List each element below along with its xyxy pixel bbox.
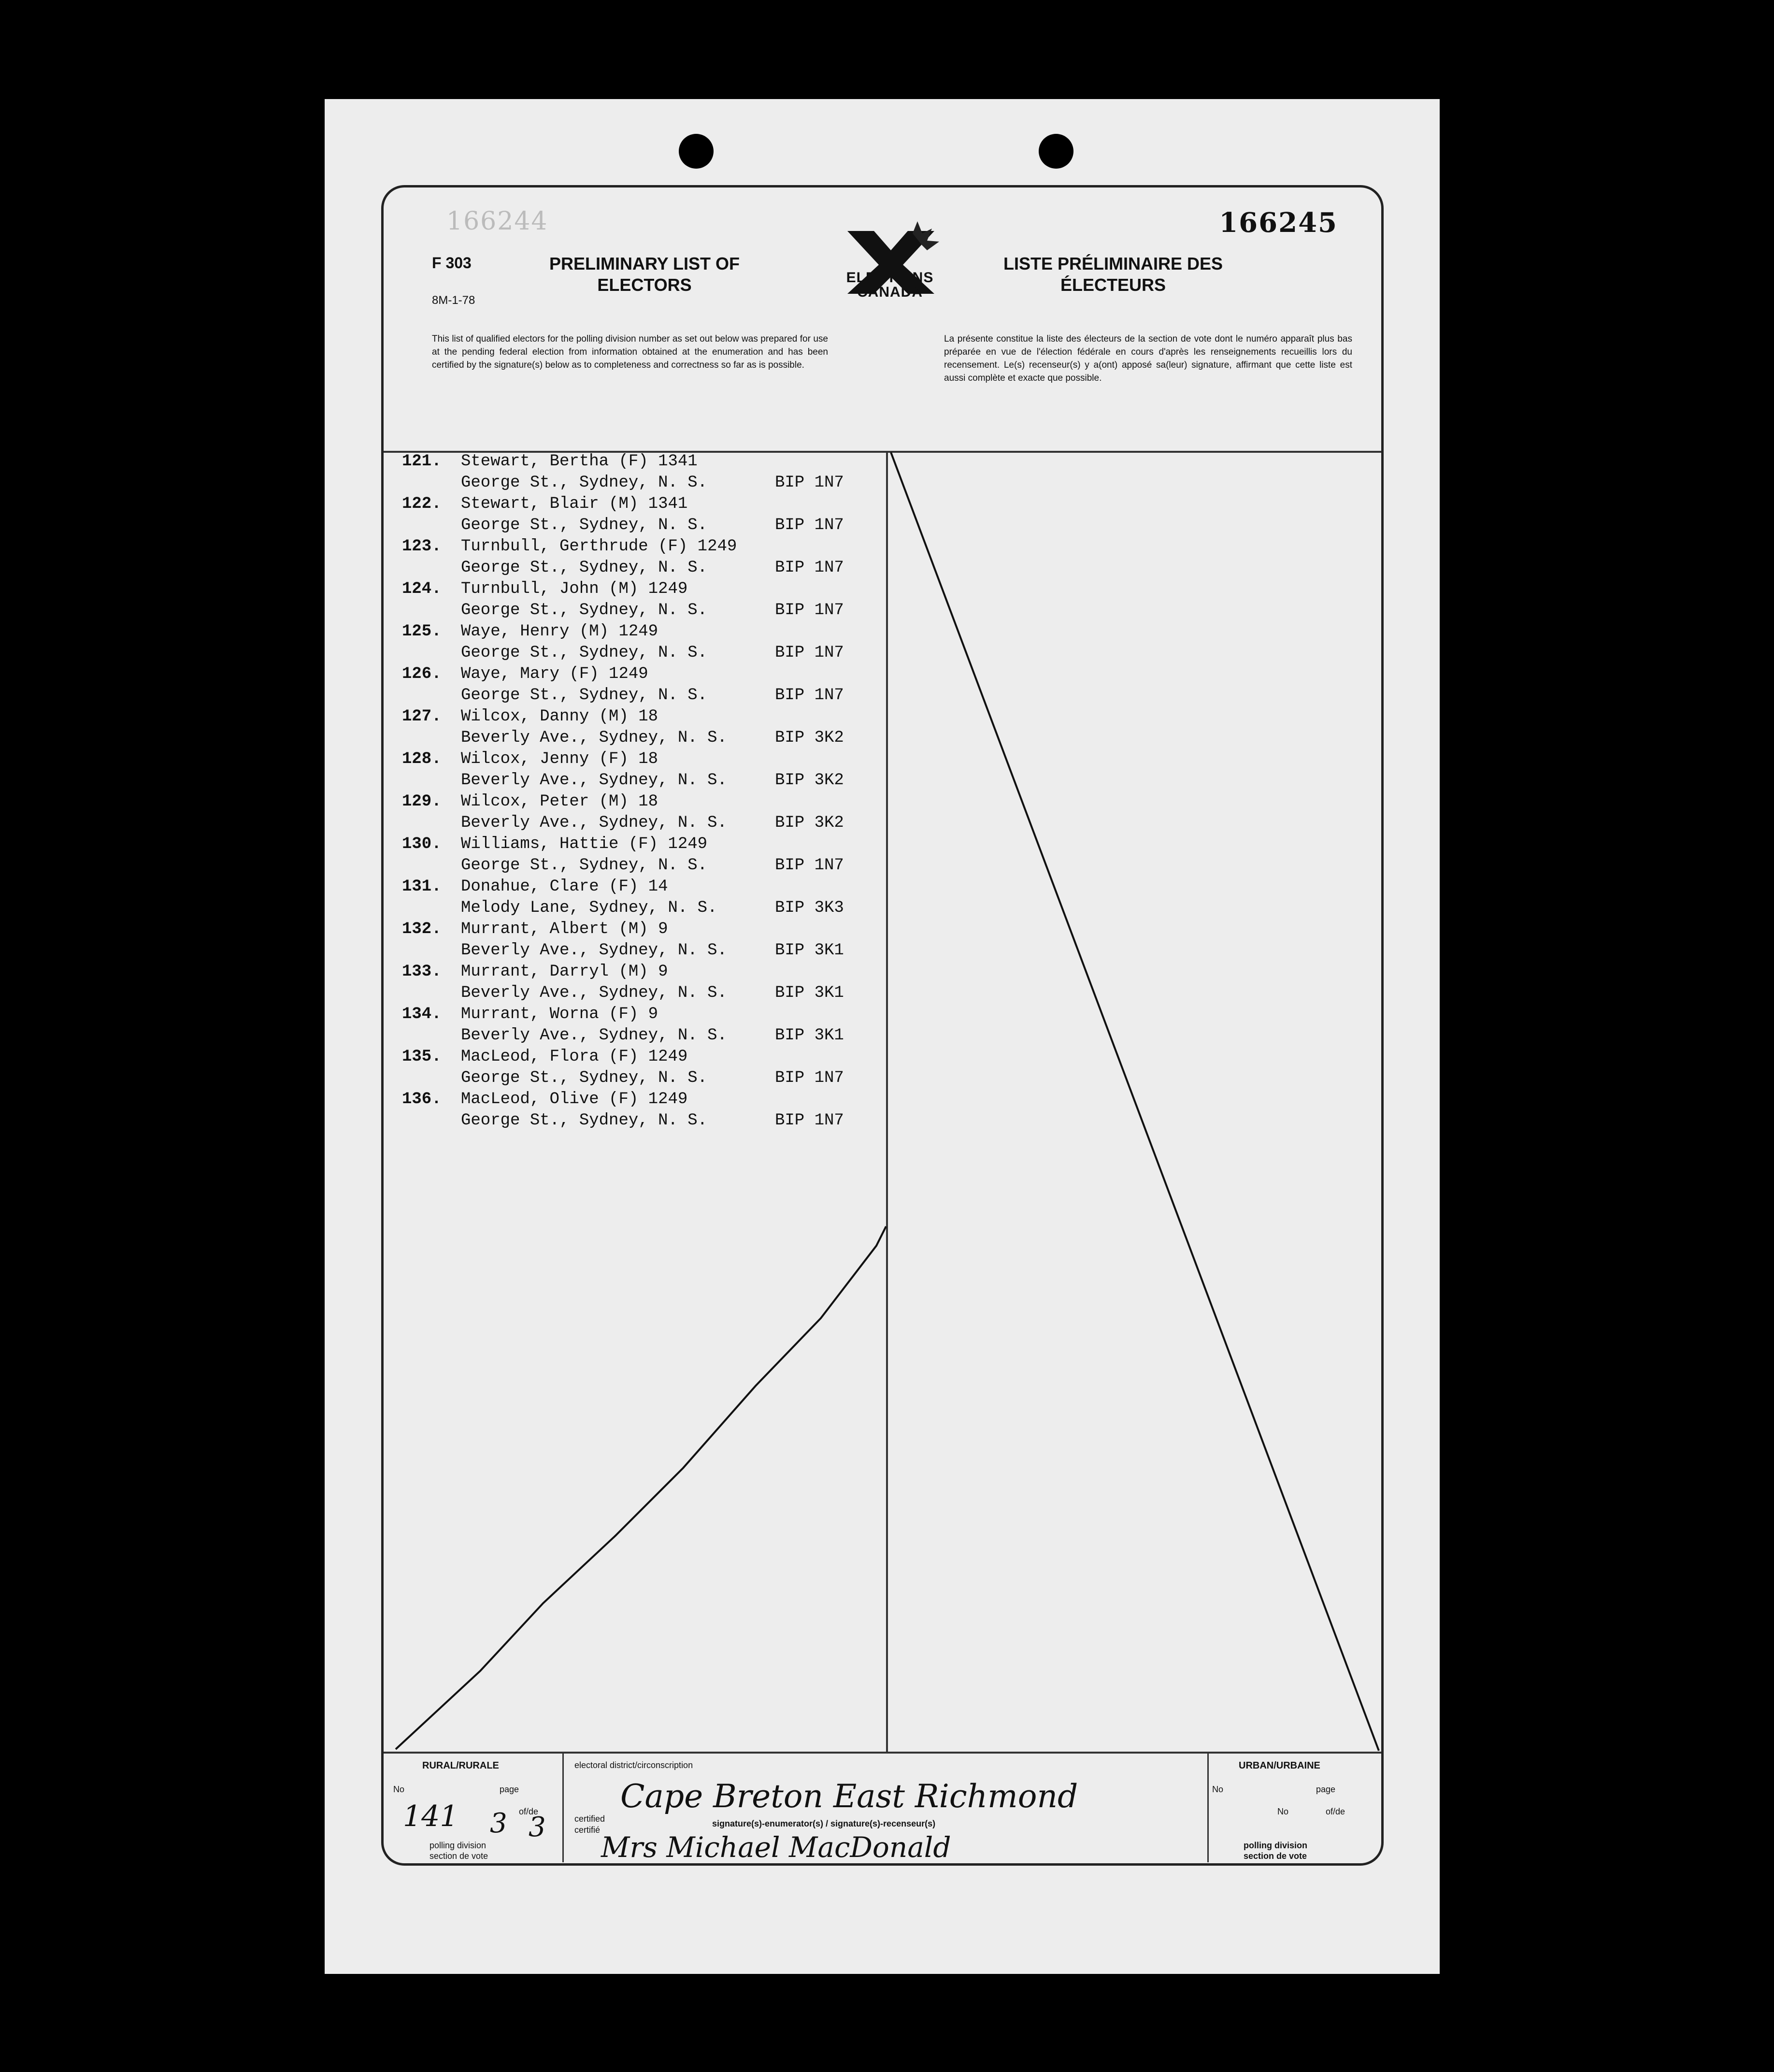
elector-name: Wilcox, Danny (M) 18	[461, 707, 658, 726]
page-number: 3	[490, 1808, 507, 1839]
enumerator-signature: Mrs Michael MacDonald	[601, 1831, 951, 1864]
elector-name: Stewart, Blair (M) 1341	[461, 495, 688, 513]
elector-name: MacLeod, Olive (F) 1249	[461, 1090, 688, 1108]
entry-number: 129.	[402, 792, 442, 811]
elector-name: Wilcox, Peter (M) 18	[461, 792, 658, 811]
entry-number: 135.	[402, 1048, 442, 1066]
signature-label: signature(s)-enumerator(s) / signature(s)-recenseur(s)	[712, 1819, 936, 1828]
postal-code: BIP 1N7	[775, 644, 844, 662]
elector-name: Turnbull, John (M) 1249	[461, 580, 688, 598]
polling-number: 141	[403, 1799, 458, 1833]
polling-division-label: polling division	[429, 1841, 486, 1850]
urban-no-label: No	[1212, 1784, 1224, 1794]
entry-number: 134.	[402, 1005, 442, 1023]
elector-name: Stewart, Bertha (F) 1341	[461, 452, 698, 471]
elector-address: Beverly Ave., Sydney, N. S.	[461, 729, 727, 747]
district-label: electoral district/circonscription	[574, 1760, 693, 1770]
entry-number: 122.	[402, 495, 442, 513]
elector-name: Murrant, Albert (M) 9	[461, 920, 668, 938]
elector-name: Wilcox, Jenny (F) 18	[461, 750, 658, 768]
elector-address: Beverly Ave., Sydney, N. S.	[461, 771, 727, 790]
elector-address: George St., Sydney, N. S.	[461, 686, 708, 705]
elector-name: Williams, Hattie (F) 1249	[461, 835, 708, 853]
ghost-serial: 166244	[446, 207, 548, 236]
document-sheet	[325, 99, 1440, 1974]
postal-code: BIP 3K2	[775, 814, 844, 832]
urban-section-label: section de vote	[1244, 1851, 1307, 1861]
postal-code: BIP 3K2	[775, 771, 844, 790]
cancel-line-left	[396, 1226, 886, 1749]
postal-code: BIP 1N7	[775, 559, 844, 577]
elector-address: Beverly Ave., Sydney, N. S.	[461, 941, 727, 960]
postal-code: BIP 3K1	[775, 1026, 844, 1045]
entry-number: 136.	[402, 1090, 442, 1108]
notice-english: This list of qualified electors for the polling division number as set out below was prepared for use at the pending federal election from information obtained at the enumeration and has been certified by the signature(s) below as to completeness and correctness so far as is possible.	[432, 334, 828, 370]
entry-number: 127.	[402, 707, 442, 726]
punch-hole	[1039, 134, 1073, 169]
urban-of-label: of/de	[1326, 1807, 1345, 1816]
elector-address: George St., Sydney, N. S.	[461, 1069, 708, 1087]
title-french: LISTE PRÉLIMINAIRE DES ÉLECTEURS	[1003, 254, 1223, 295]
entry-number: 123.	[402, 537, 442, 556]
postal-code: BIP 3K2	[775, 729, 844, 747]
logo-text: ELECTIONS CANADA	[846, 270, 934, 300]
page-total: 3	[529, 1812, 546, 1843]
elector-name: Donahue, Clare (F) 14	[461, 878, 668, 896]
title-english: PRELIMINARY LIST OF ELECTORS	[549, 254, 740, 295]
elector-address: Beverly Ave., Sydney, N. S.	[461, 1026, 727, 1045]
certified-label: certified	[574, 1814, 605, 1824]
rural-label: RURAL/RURALE	[422, 1760, 499, 1771]
elector-address: George St., Sydney, N. S.	[461, 644, 708, 662]
elector-address: George St., Sydney, N. S.	[461, 856, 708, 875]
elector-name: MacLeod, Flora (F) 1249	[461, 1048, 688, 1066]
postal-code: BIP 1N7	[775, 1069, 844, 1087]
entry-number: 126.	[402, 665, 442, 683]
postal-code: BIP 1N7	[775, 516, 844, 534]
entry-number: 125.	[402, 622, 442, 641]
certifie-label: certifié	[574, 1825, 601, 1835]
elector-address: Melody Lane, Sydney, N. S.	[461, 899, 717, 917]
postal-code: BIP 3K1	[775, 941, 844, 960]
entry-number: 128.	[402, 750, 442, 768]
entry-number: 121.	[402, 452, 442, 471]
elector-address: George St., Sydney, N. S.	[461, 516, 708, 534]
urban-page-label: page	[1316, 1784, 1336, 1794]
form-footer	[384, 1752, 1381, 1868]
urban-label: URBAN/URBAINE	[1239, 1760, 1320, 1771]
elector-address: George St., Sydney, N. S.	[461, 559, 708, 577]
elector-name: Murrant, Worna (F) 9	[461, 1005, 658, 1023]
form-id: F 303	[432, 254, 472, 272]
postal-code: BIP 3K3	[775, 899, 844, 917]
no-label: No	[393, 1784, 405, 1794]
elector-address: George St., Sydney, N. S.	[461, 601, 708, 619]
form-date: 8M-1-78	[432, 294, 475, 307]
elector-name: Murrant, Darryl (M) 9	[461, 963, 668, 981]
elector-address: George St., Sydney, N. S.	[461, 474, 708, 492]
cancel-strokes	[384, 187, 1381, 1753]
elector-name: Waye, Henry (M) 1249	[461, 622, 658, 641]
elector-address: Beverly Ave., Sydney, N. S.	[461, 984, 727, 1002]
elector-address: George St., Sydney, N. S.	[461, 1111, 708, 1130]
elector-name: Waye, Mary (F) 1249	[461, 665, 648, 683]
postal-code: BIP 1N7	[775, 686, 844, 705]
urban-polling-label: polling division	[1244, 1841, 1307, 1850]
postal-code: BIP 1N7	[775, 1111, 844, 1130]
urban-no-label-2: No	[1277, 1807, 1289, 1816]
form-frame	[381, 185, 1384, 1866]
cancel-line-right	[891, 452, 1379, 1751]
serial-number: 166245	[1219, 207, 1338, 239]
entry-number: 131.	[402, 878, 442, 896]
page-label: page	[500, 1784, 519, 1794]
postal-code: BIP 1N7	[775, 474, 844, 492]
section-de-vote-label: section de vote	[429, 1851, 488, 1861]
of-label: of/de	[519, 1807, 539, 1816]
notice-french: La présente constitue la liste des électeurs de la section de vote dont le numéro apparaît plus bas préparée en vue de l'élection fédérale en cours d'après les renseignements recueillis lors du recensement. Le(s) recenseur(s) y a(ont) apposé sa(leur) signature, affirmant que cette liste est aussi complète et exacte que possible.	[944, 334, 1352, 383]
entry-number: 124.	[402, 580, 442, 598]
entry-number: 133.	[402, 963, 442, 981]
punch-hole	[679, 134, 714, 169]
postal-code: BIP 3K1	[775, 984, 844, 1002]
entry-number: 130.	[402, 835, 442, 853]
entry-number: 132.	[402, 920, 442, 938]
district-handwritten: Cape Breton East Richmond	[620, 1778, 1078, 1815]
elector-address: Beverly Ave., Sydney, N. S.	[461, 814, 727, 832]
postal-code: BIP 1N7	[775, 856, 844, 875]
postal-code: BIP 1N7	[775, 601, 844, 619]
elector-name: Turnbull, Gerthrude (F) 1249	[461, 537, 737, 556]
